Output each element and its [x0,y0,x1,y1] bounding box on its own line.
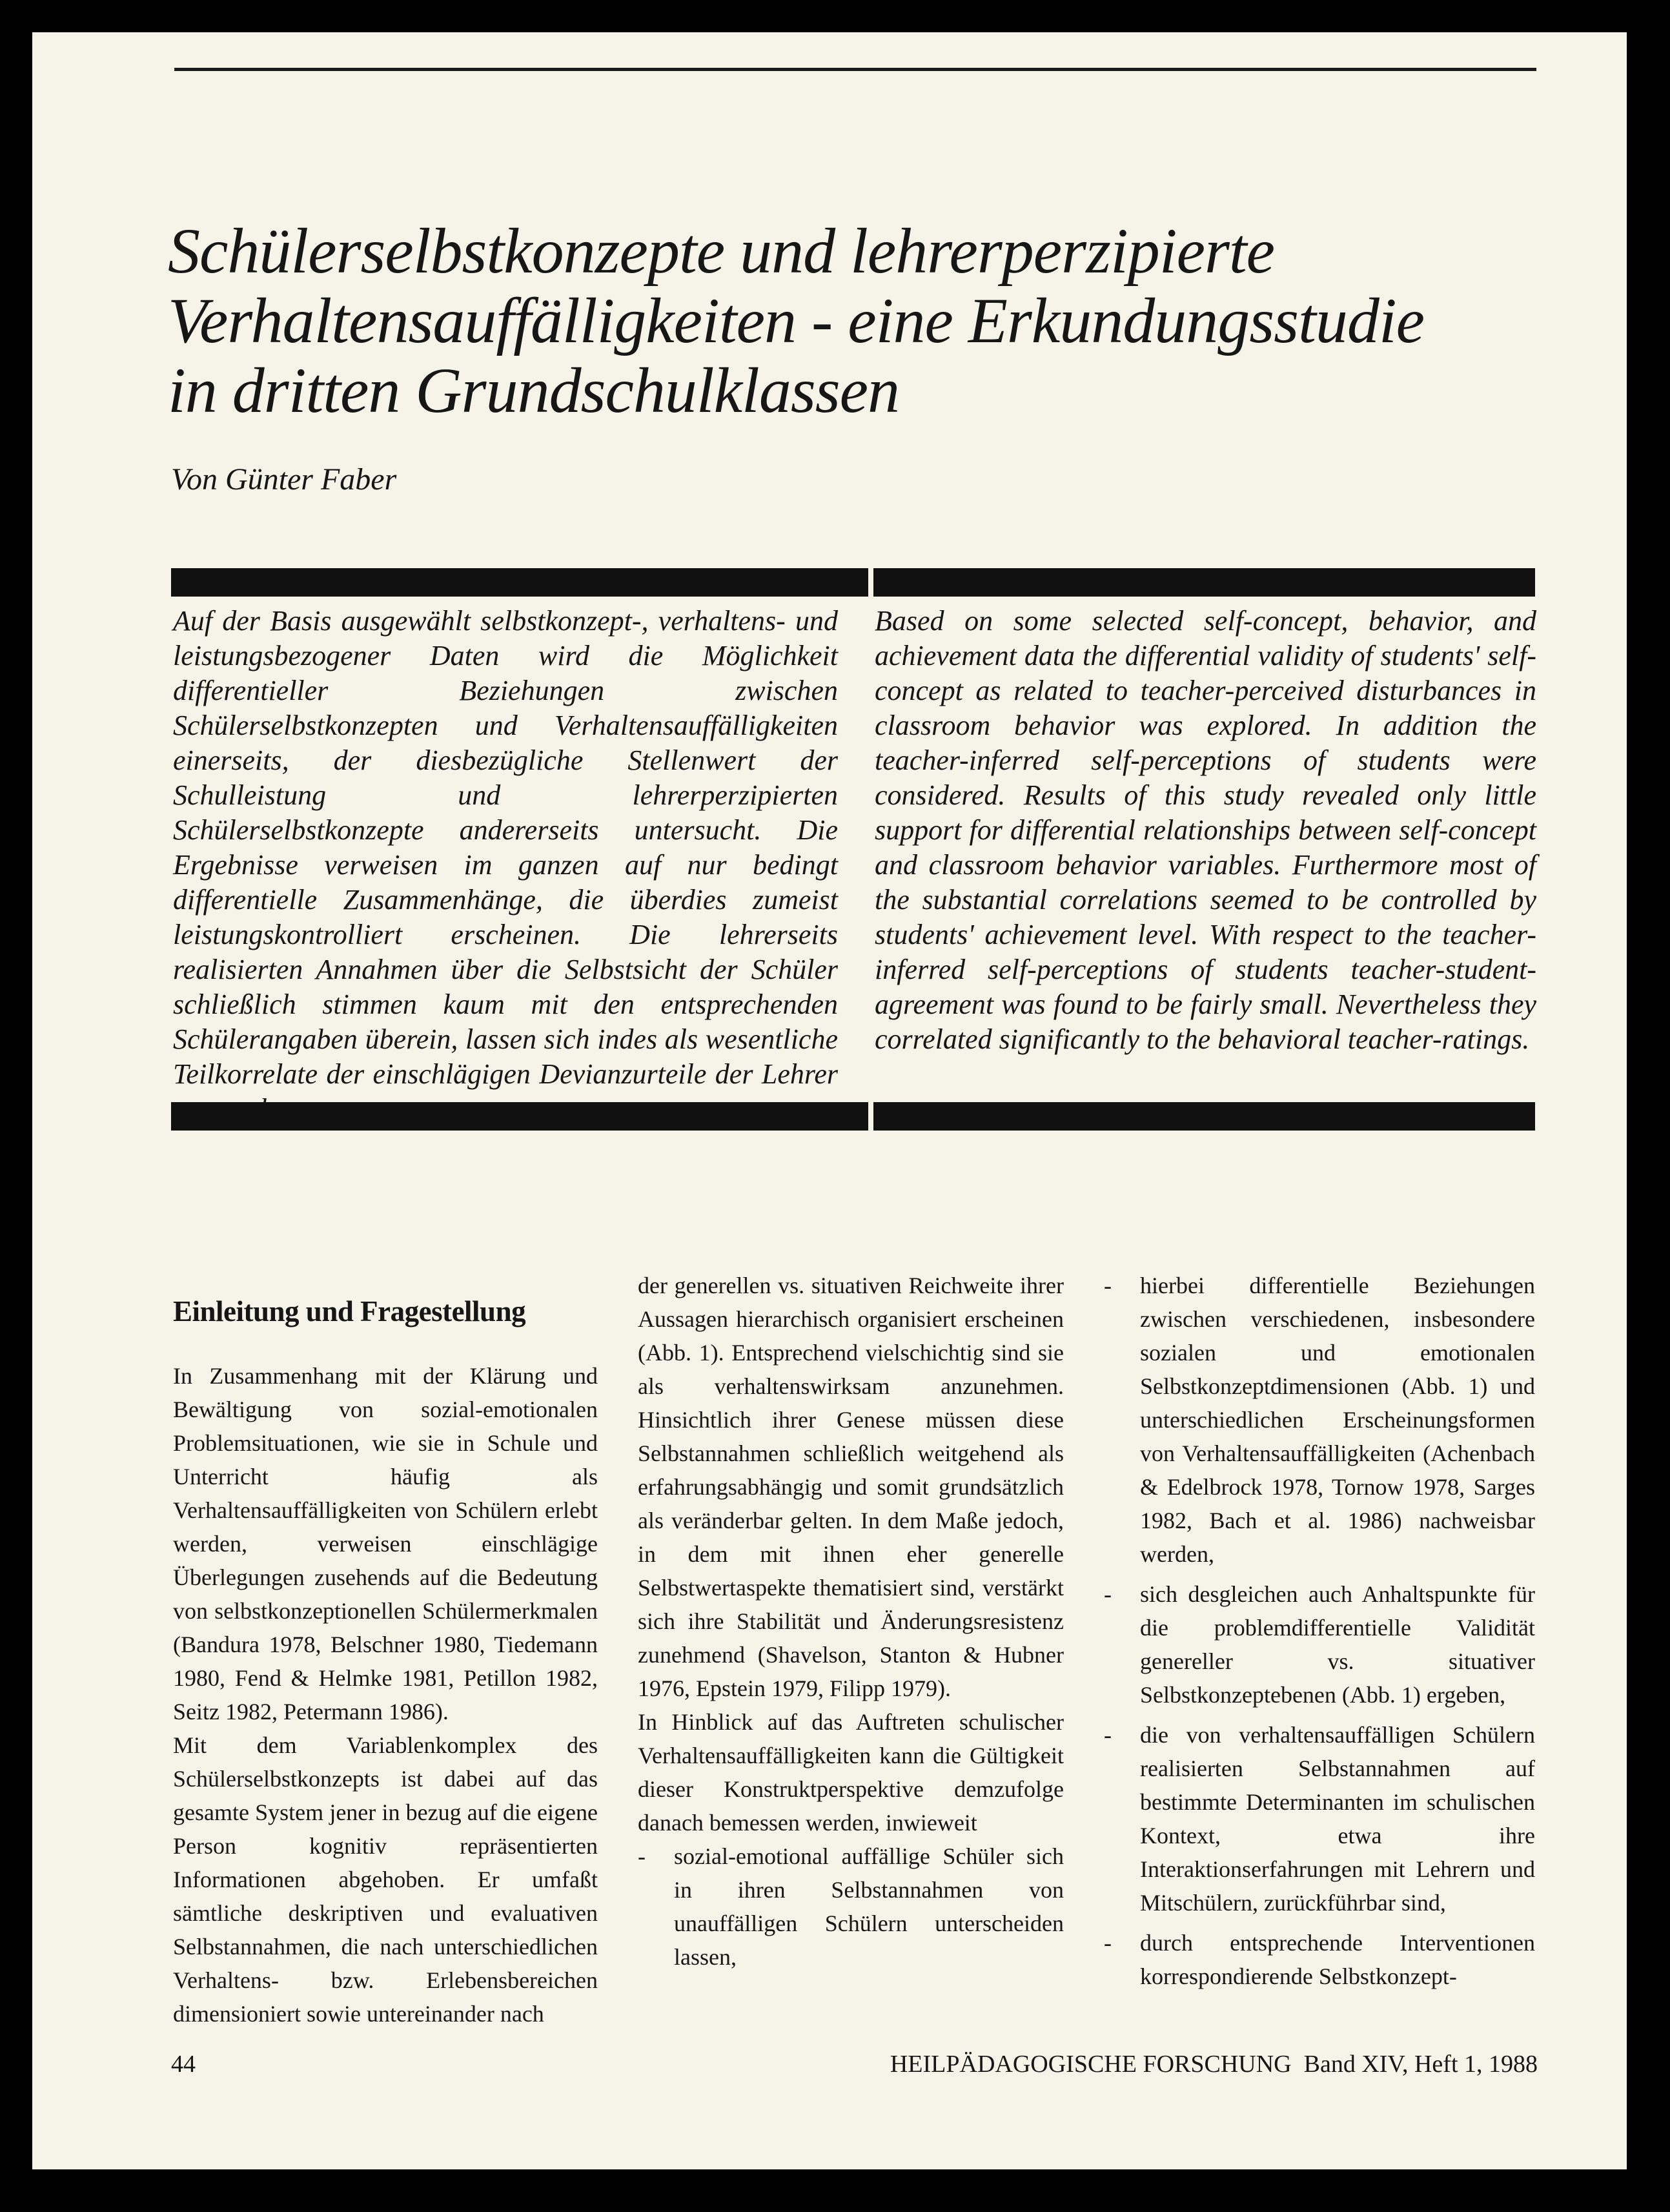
title-line: Schülerselbstkonzepte und lehrerperzipierte [168,215,1275,287]
list-item-text: sozial-emotional auffällige Schüler sich in ihren Selbstannahmen von unauffälligen Schülern unterscheiden lassen, [674,1843,1064,1970]
journal-citation: HEILPÄDAGOGISCHE FORSCHUNG Band XIV, Heft 1, 1988 [890,2051,1538,2078]
paragraph: der generellen vs. situativen Reichweite ihrer Aussagen hierarchisch organisiert erscheinen (Abb. 1). Entsprechend vielschichtig sind sie als verhaltenswirksam anzunehmen. Hinsichtlich ihrer Genese müssen diese Selbstannahmen schließlich weitgehend als erfahrungsabhängig und somit grundsätzlich als veränderbar gelten. In dem Maße jedoch, in dem mit ihnen eher generelle Selbstwertaspekte thematisiert sind, verstärkt sich ihre Stabilität und Änderungsresistenz zunehmend (Shavelson, Stanton & Hubner 1976, Epstein 1979, Filipp 1979). [638,1273,1064,1701]
list-item-text: hierbei differentielle Beziehungen zwischen verschiedenen, insbesondere sozialen und emotionalen Selbstkonzeptdimensionen (Abb. 1) und unterschiedlichen Erscheinungsformen von Verhaltensauffälligkeiten (Achenbach & Edelbrock 1978, Tornow 1978, Sarges 1982, Bach et al. 1986) nachweisbar werden, [1140,1273,1535,1567]
top-rule [174,68,1536,71]
paragraph: In Zusammenhang mit der Klärung und Bewältigung von sozial-emotionalen Problemsituationen, wie sie in Schule und Unterricht häufig als Verhaltensauffälligkeiten von Schülern erlebt werden, verweisen einschlägige Überlegungen zusehends auf die Bedeutung von selbstkonzeptionellen Schülermerkmalen (Bandura 1978, Belschner 1980, Tiedemann 1980, Fend & Helmke 1981, Petillon 1982, Seitz 1982, Petermann 1986). [173,1363,598,1725]
abstract-german: Auf der Basis ausgewählt selbstkonzept-, verhaltens- und leistungsbezogener Daten wird die Möglichkeit differentieller Beziehungen zwischen Schülerselbstkonzepten und Verhaltensauffälligkeiten einerseits, der diesbezügliche Stellenwert der Schulleistung und lehrerperzipierten Schülerselbstkonzepte andererseits untersucht. Die Ergebnisse verweisen im ganzen auf nur bedingt differentielle Zusammenhänge, die überdies zumeist leistungskontrolliert erscheinen. Die lehrerseits realisierten Annahmen über die Selbstsicht der Schüler schließlich stimmen kaum mit den entsprechenden Schülerangaben überein, lassen sich indes als wesentliche Teilkorrelate der einschlägigen Devianzurteile der Lehrer [173,605,838,1090]
abstract-de-top-bar [171,568,868,597]
dash-marker: - [1104,1722,1112,1748]
list-item-text: die von verhaltensauffälligen Schülern realisierten Selbstannahmen auf bestimmte Determinanten im schulischen Kontext, etwa ihre Interaktionserfahrungen mit Lehrern und Mitschülern, zurückführbar sind, [1140,1722,1535,1916]
list-item [1104,1926,1535,1993]
dash-marker: - [1104,1273,1112,1298]
list-item [1104,1718,1535,1920]
journal-page [32,32,1627,2169]
paragraph: Mit dem Variablenkomplex des Schülerselbstkonzepts ist dabei auf das gesamte System jener in bezug auf die eigene Person kognitiv repräsentierten Informationen abgehoben. Er umfaßt sämtliche deskriptiven und evaluativen Selbstannahmen, die nach unterschiedlichen Verhaltens- bzw. Erlebensbereichen dimensioniert sowie untereinander nach [173,1732,598,2027]
author-byline: Von Günter Faber [171,462,397,497]
page-number: 44 [171,2051,196,2078]
body-column-2 [638,1269,1064,1974]
article-title [168,216,1549,425]
body-column-1 [173,1269,598,2031]
list-item-text: durch entsprechende Interventionen korrespondierende Selbstkonzept- [1140,1930,1535,1989]
abstract-english: Based on some selected self-concept, behavior, and achievement data the differential validity of students' self-concept as related to teacher-perceived disturbances in classroom behavior was explored. In addition the teacher-inferred self-perceptions of students were considered. Results of this study revealed only little support for differential relationships between self-concept and classroom behavior variables. Furthermore most of the substantial correlations seemed to be controlled by students' achievement level. With respect to the teacher-inferred self-perceptions of students teacher-student-agreement was found to be fairly small. Nevertheless they correlated significantly to the behavioral teacher-ratings. [875,605,1536,1055]
list-item-text: sich desgleichen auch Anhaltspunkte für die problemdifferentielle Validität genereller vs. situativer Selbstkonzeptebenen (Abb. 1) ergeben, [1140,1581,1535,1708]
dash-marker: - [1104,1581,1112,1607]
dash-marker: - [638,1843,646,1869]
abstract-de-bottom-bar [171,1102,868,1131]
section-heading: Einleitung und Fragestellung [173,1295,526,1327]
list-item [1104,1269,1535,1571]
body-column-3 [1104,1269,1535,1993]
list-item [1104,1577,1535,1712]
abstract-en-top-bar [873,568,1535,597]
title-line: Verhaltensauffälligkeiten - eine Erkundungsstudie [168,285,1425,356]
dash-marker: - [1104,1930,1112,1956]
abstract-en-bottom-bar [873,1102,1535,1131]
title-line: in dritten Grundschulklassen [168,354,900,426]
list-item [638,1839,1064,1974]
paragraph: In Hinblick auf das Auftreten schulischer Verhaltensauffälligkeiten kann die Gültigkeit dieser Konstruktperspektive demzufolge danach bemessen werden, inwieweit [638,1709,1064,1836]
